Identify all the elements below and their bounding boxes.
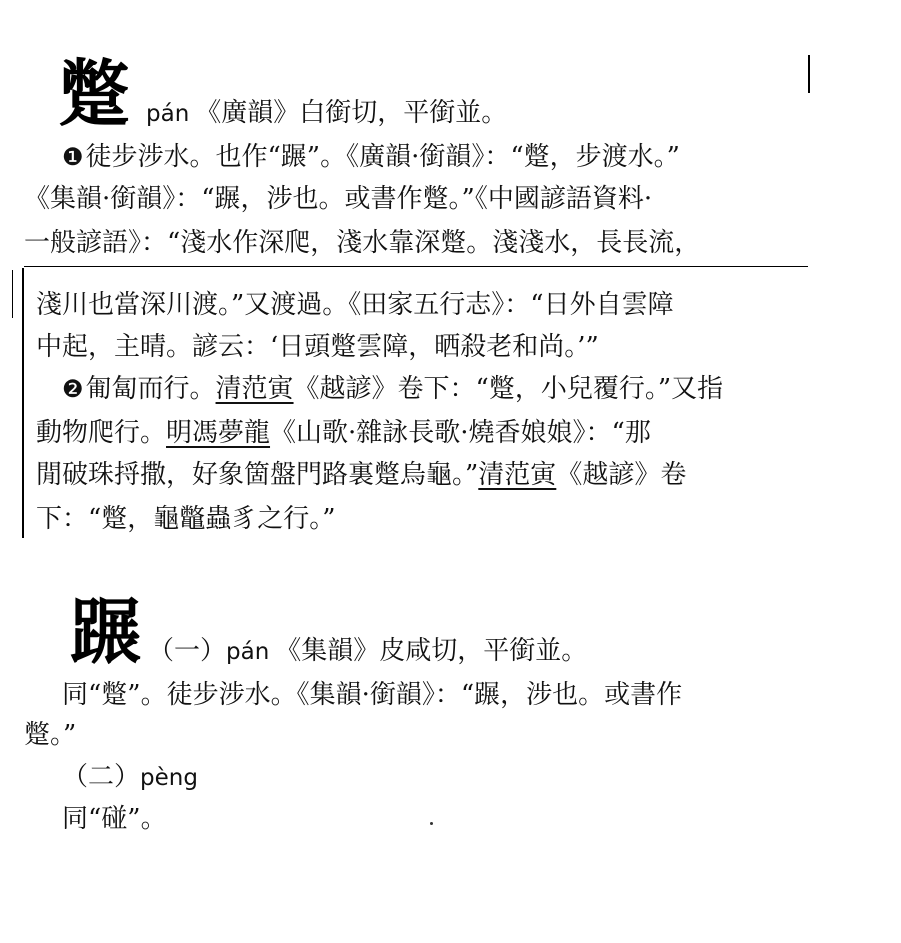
entry2-reading-line	[148, 638, 587, 664]
entry1-headword: 蹩	[58, 51, 131, 136]
citation-author-fan-yin-2: 清范寅	[478, 460, 557, 490]
entry1-line-5: 中起，主晴。諺云：‘日頭蹩雲障，晒殺老和尚。’”	[36, 332, 599, 362]
sense2-line-1	[62, 376, 723, 402]
sense2-line-2	[36, 420, 651, 446]
sense2-line-2-b: 《山歌·雜詠長歌·燒香娘娘》：“那	[270, 418, 651, 448]
entry2-pinyin1: pán	[226, 639, 270, 665]
entry2-part1-line-1: 同“蹩”。徒步涉水。《集韻·銜韻》：“蹍，涉也。或書作	[62, 680, 683, 710]
entry2-part1-line-2: 蹩。”	[24, 720, 77, 750]
entry2-pinyin2: pèng	[140, 765, 198, 791]
entry2-part2-label: （二）	[62, 762, 141, 792]
sense2-line-3-b: 《越諺》卷	[556, 460, 687, 490]
entry2-part2-heading	[62, 764, 204, 790]
sense2-line-3-a: 閒破珠捋撒，好象箇盤門路裏蹩烏龜。”	[36, 460, 479, 490]
entry2-part1-label: （一）	[148, 636, 227, 666]
entry1-reading: 《廣韻》白銜切，平銜並。	[195, 98, 508, 128]
entry1-pinyin: pán	[146, 101, 190, 127]
right-margin-rule	[808, 55, 810, 93]
entry2-reading1: 《集韻》皮咸切，平銜並。	[275, 636, 588, 666]
entry1-line-3: 一般諺語》：“淺水作深爬，淺水靠深蹩。淺淺水，長長流，	[24, 228, 701, 258]
page-break-rule	[24, 266, 808, 267]
sense2-line-3	[36, 462, 686, 488]
sense2-line-2-a: 動物爬行。	[36, 418, 167, 448]
speck	[430, 822, 433, 825]
entry1-line-1	[62, 144, 680, 170]
sense2-line-1-b: 《越諺》卷下：“蹩，小兒覆行。”又指	[293, 374, 724, 404]
sense2-line-4: 下：“蹩，龜鼈蟲豸之行。”	[36, 504, 336, 534]
entry2-part2-line-1: 同“碰”。	[62, 804, 167, 834]
left-margin-rule	[22, 268, 24, 538]
citation-author-fan-yin: 清范寅	[215, 374, 294, 404]
citation-author-feng-menglong: 明馮夢龍	[166, 418, 271, 448]
entry2-headword: 蹍	[70, 589, 143, 674]
entry1-line-2: 《集韻·銜韻》：“蹍，涉也。或書作蹩。”《中國諺語資料·	[24, 184, 653, 214]
entry1-line-1-text: 徒步涉水。也作“蹍”。《廣韻·銜韻》：“蹩，步渡水。”	[85, 142, 680, 172]
sense2-line-1-a: 匍匐而行。	[85, 374, 216, 404]
tick-mark	[12, 270, 13, 318]
entry1-reading-line	[146, 100, 507, 126]
entry1-line-4: 淺川也當深川渡。”又渡過。《田家五行志》：“日外自雲障	[36, 290, 674, 320]
sense2-marker: ❷	[62, 375, 84, 403]
sense1-marker: ❶	[62, 143, 84, 171]
